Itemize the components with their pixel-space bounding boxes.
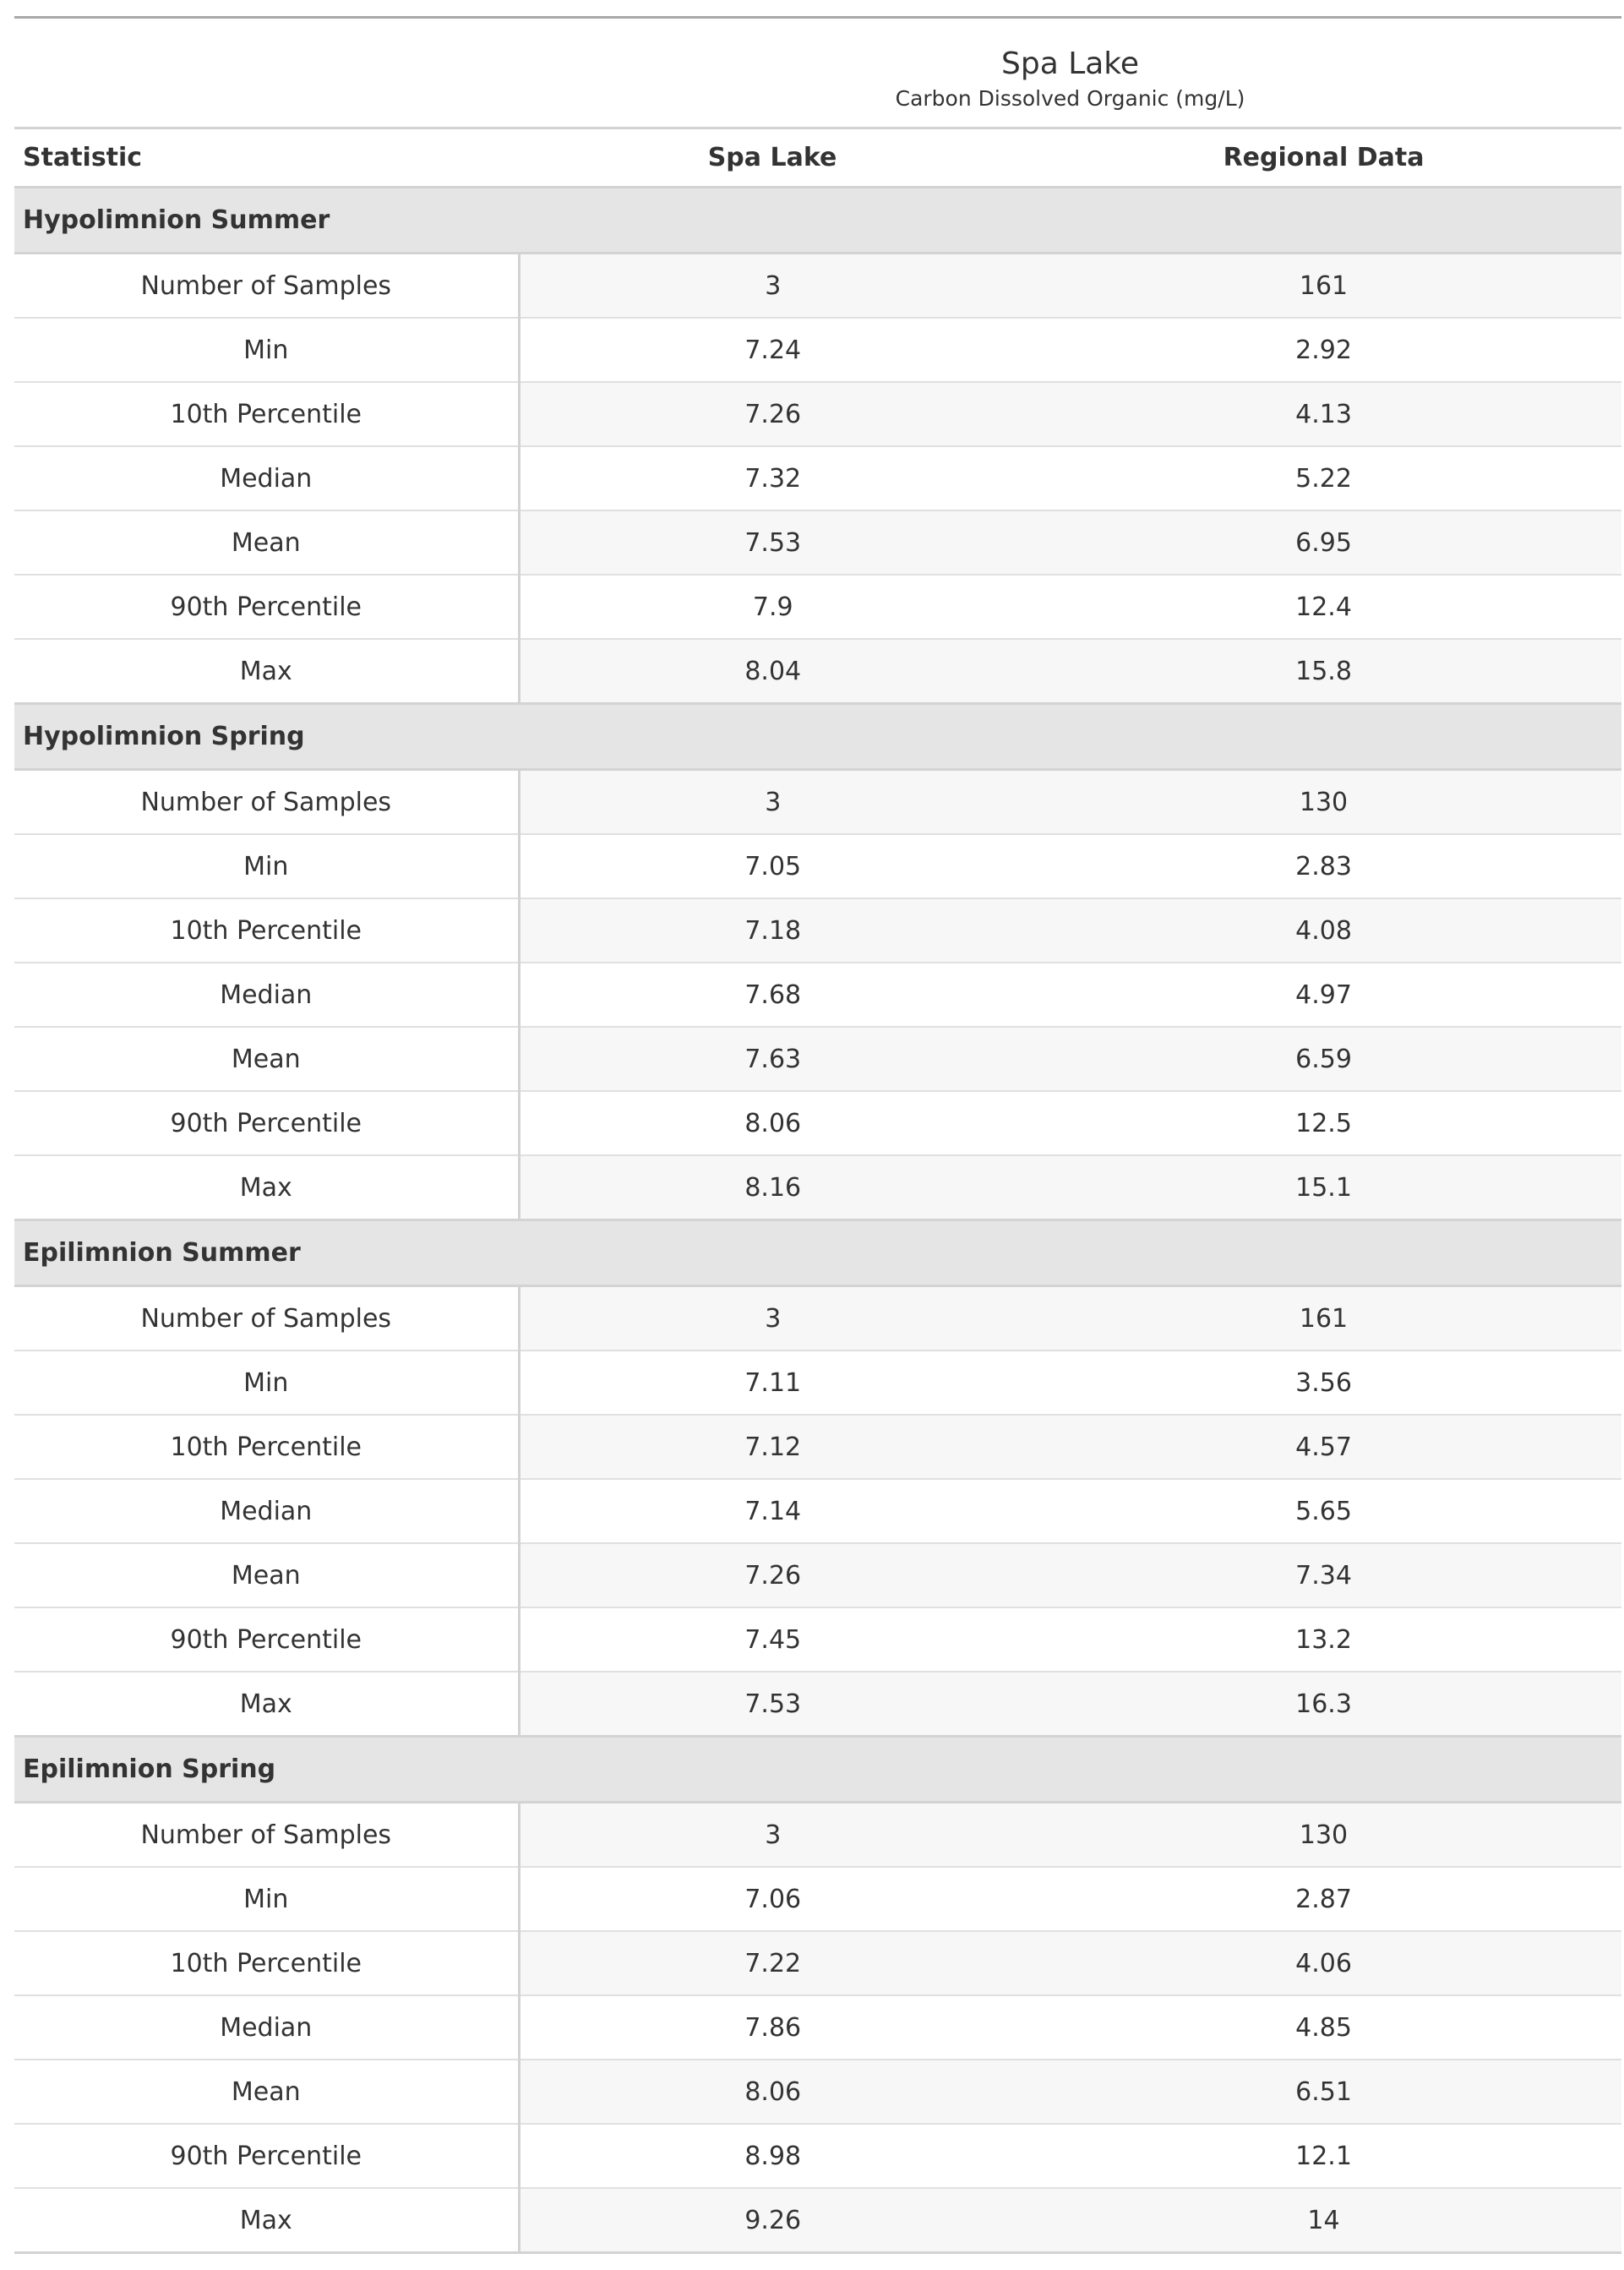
site-value-cell: 7.32 [519,446,1026,510]
statistic-cell: Median [14,963,519,1027]
table-row [14,1803,1621,1868]
column-header-statistic: Statistic [14,128,519,188]
statistic-cell: Number of Samples [14,1803,519,1868]
regional-value-cell: 14 [1026,2188,1621,2253]
statistic-cell: 10th Percentile [14,1931,519,1995]
table-row [14,575,1621,639]
regional-value-cell: 16.3 [1026,1672,1621,1737]
group-row [14,1737,1621,1803]
regional-value-cell: 6.59 [1026,1027,1621,1091]
table-row [14,318,1621,382]
table-row [14,1543,1621,1607]
column-header-regional: Regional Data [1026,128,1621,188]
regional-value-cell: 3.56 [1026,1351,1621,1415]
site-value-cell: 3 [519,1286,1026,1351]
group-row [14,704,1621,770]
statistic-cell: 10th Percentile [14,898,519,963]
group-row [14,1220,1621,1286]
table-row [14,1867,1621,1931]
statistic-cell: Number of Samples [14,770,519,835]
table-subtitle: Carbon Dissolved Organic (mg/L) [895,86,1245,111]
site-value-cell: 7.53 [519,510,1026,575]
regional-value-cell: 4.08 [1026,898,1621,963]
regional-value-cell: 15.8 [1026,639,1621,704]
regional-value-cell: 2.83 [1026,834,1621,898]
table-body [14,188,1621,2253]
table-row [14,2188,1621,2253]
regional-value-cell: 4.57 [1026,1415,1621,1479]
regional-value-cell: 15.1 [1026,1155,1621,1220]
site-value-cell: 8.98 [519,2124,1026,2188]
site-value-cell: 7.45 [519,1607,1026,1672]
table-row [14,446,1621,510]
table-row [14,1091,1621,1155]
site-value-cell: 7.26 [519,1543,1026,1607]
site-value-cell: 7.24 [519,318,1026,382]
site-value-cell: 9.26 [519,2188,1026,2253]
site-value-cell: 7.06 [519,1867,1026,1931]
table-row [14,1155,1621,1220]
summary-table-container [14,16,1621,2254]
site-value-cell: 7.18 [519,898,1026,963]
group-label: Hypolimnion Spring [14,704,1621,770]
regional-value-cell: 13.2 [1026,1607,1621,1672]
group-label: Epilimnion Summer [14,1220,1621,1286]
site-value-cell: 3 [519,254,1026,319]
table-row [14,510,1621,575]
statistic-cell: 90th Percentile [14,2124,519,2188]
statistic-cell: Max [14,639,519,704]
site-value-cell: 3 [519,770,1026,835]
regional-value-cell: 130 [1026,770,1621,835]
regional-value-cell: 7.34 [1026,1543,1621,1607]
table-row [14,254,1621,319]
regional-value-cell: 130 [1026,1803,1621,1868]
site-value-cell: 7.22 [519,1931,1026,1995]
statistic-cell: Max [14,1672,519,1737]
statistic-cell: Number of Samples [14,1286,519,1351]
table-row [14,1607,1621,1672]
table-row [14,1027,1621,1091]
table-row [14,1286,1621,1351]
statistic-cell: Max [14,2188,519,2253]
table-row [14,1995,1621,2060]
group-label: Epilimnion Spring [14,1737,1621,1803]
statistic-cell: Mean [14,1027,519,1091]
statistic-cell: 10th Percentile [14,382,519,446]
table-row [14,2060,1621,2124]
statistic-cell: Mean [14,510,519,575]
statistic-cell: Median [14,446,519,510]
site-value-cell: 7.14 [519,1479,1026,1543]
site-value-cell: 7.11 [519,1351,1026,1415]
table-row [14,639,1621,704]
statistic-cell: Min [14,1351,519,1415]
table-row [14,770,1621,835]
table-title: Spa Lake [1000,46,1140,81]
site-value-cell: 7.12 [519,1415,1026,1479]
site-value-cell: 8.16 [519,1155,1026,1220]
table-row [14,382,1621,446]
table-row [14,1415,1621,1479]
regional-value-cell: 5.65 [1026,1479,1621,1543]
regional-value-cell: 2.92 [1026,318,1621,382]
table-row [14,1351,1621,1415]
statistic-cell: Mean [14,2060,519,2124]
site-value-cell: 8.04 [519,639,1026,704]
regional-value-cell: 4.13 [1026,382,1621,446]
regional-value-cell: 12.5 [1026,1091,1621,1155]
statistic-cell: 90th Percentile [14,1091,519,1155]
regional-value-cell: 161 [1026,1286,1621,1351]
group-label: Hypolimnion Summer [14,188,1621,254]
statistic-cell: Min [14,1867,519,1931]
statistic-cell: Min [14,834,519,898]
table-row [14,1672,1621,1737]
table-row [14,834,1621,898]
site-value-cell: 7.63 [519,1027,1026,1091]
column-header-site: Spa Lake [519,128,1026,188]
statistic-cell: 90th Percentile [14,1607,519,1672]
regional-value-cell: 4.97 [1026,963,1621,1027]
table-row [14,1931,1621,1995]
site-value-cell: 7.05 [519,834,1026,898]
statistic-cell: Max [14,1155,519,1220]
site-value-cell: 7.26 [519,382,1026,446]
site-value-cell: 3 [519,1803,1026,1868]
regional-value-cell: 6.95 [1026,510,1621,575]
summary-table [14,16,1621,2254]
regional-value-cell: 12.1 [1026,2124,1621,2188]
site-value-cell: 7.68 [519,963,1026,1027]
table-row [14,963,1621,1027]
site-value-cell: 7.86 [519,1995,1026,2060]
statistic-cell: Mean [14,1543,519,1607]
statistic-cell: Median [14,1995,519,2060]
regional-value-cell: 6.51 [1026,2060,1621,2124]
site-value-cell: 8.06 [519,2060,1026,2124]
table-row [14,1479,1621,1543]
regional-value-cell: 5.22 [1026,446,1621,510]
statistic-cell: Median [14,1479,519,1543]
statistic-cell: 10th Percentile [14,1415,519,1479]
regional-value-cell: 2.87 [1026,1867,1621,1931]
table-row [14,2124,1621,2188]
statistic-cell: Min [14,318,519,382]
regional-value-cell: 161 [1026,254,1621,319]
statistic-cell: Number of Samples [14,254,519,319]
group-row [14,188,1621,254]
site-value-cell: 7.9 [519,575,1026,639]
table-row [14,898,1621,963]
site-value-cell: 7.53 [519,1672,1026,1737]
regional-value-cell: 12.4 [1026,575,1621,639]
site-value-cell: 8.06 [519,1091,1026,1155]
statistic-cell: 90th Percentile [14,575,519,639]
regional-value-cell: 4.85 [1026,1995,1621,2060]
regional-value-cell: 4.06 [1026,1931,1621,1995]
